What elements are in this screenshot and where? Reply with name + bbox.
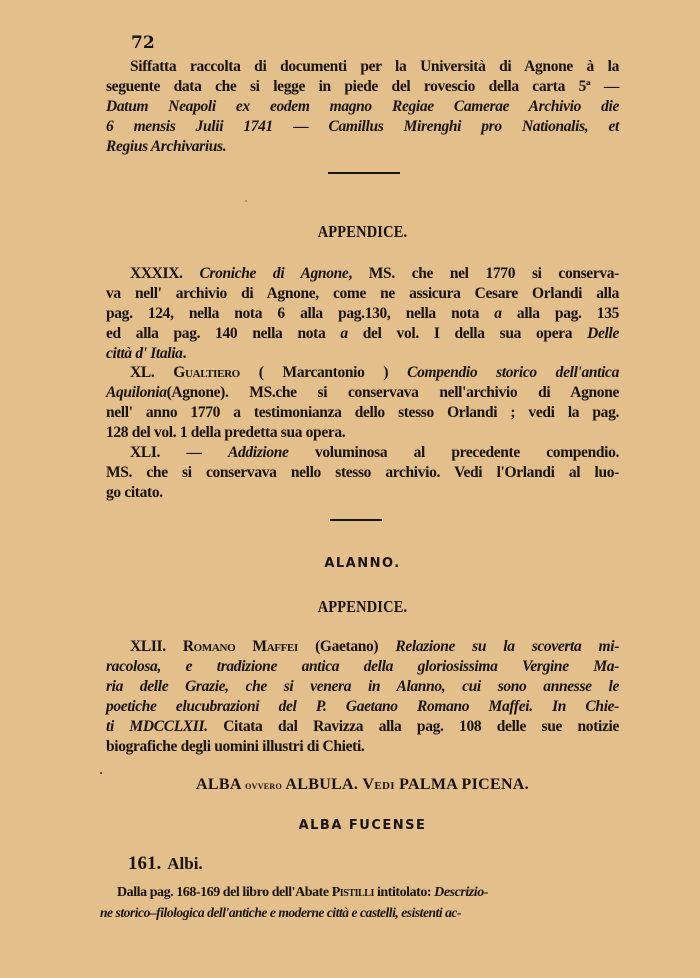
text-line: MS. che si conservava nello stesso archivio. Vedi l'Orlandi al luo-: [106, 464, 619, 481]
text-line: 128 del vol. 1 della predetta sua opera.: [106, 424, 346, 441]
alba-fucense-title: ALBA FUCENSE: [298, 818, 427, 833]
text-line: ria delle Grazie, che si venera in Alanno, cui sono annesse le: [106, 678, 619, 695]
entry-xli: [106, 443, 619, 503]
page-number: 72: [131, 33, 155, 53]
alba-cross-reference: ALBA ovvero ALBULA. Vedi PALMA PICENA.: [196, 776, 529, 793]
text-line: Siffatta raccolta di documenti per la Università di Agnone à la: [130, 58, 619, 75]
text-line: pag. 124, nella nota 6 alla pag.130, nella nota a alla pag. 135: [106, 305, 619, 322]
entry-number: 161.: [128, 853, 162, 874]
entry-161-heading: [128, 853, 203, 875]
text-line: racolosa, e tradizione antica della gloriosissima Vergine Ma-: [106, 658, 619, 675]
text-line: nell' anno 1770 a testimonianza dello stesso Orlandi ; vedi la pag.: [106, 404, 619, 421]
entry-xlii: [106, 637, 619, 757]
text-line: XLI. — Addizione voluminosa al precedente compendio.: [130, 444, 619, 461]
text-line: Aquilonia(Agnone). MS.che si conservava nell'archivio di Agnone: [106, 384, 619, 401]
entry-title: Albi.: [167, 854, 203, 873]
alanno-title: ALANNO.: [324, 556, 401, 571]
text-line: ne storico–filologica dell'antiche e moderne città e castelli, esistenti ac-: [100, 905, 461, 920]
text-line: Regius Archivarius.: [106, 138, 227, 155]
text-line: poetiche elucubrazioni del P. Gaetano Romano Maffei. In Chie-: [106, 698, 619, 715]
text-line: ed alla pag. 140 nella nota a del vol. I della sua opera Delle: [106, 325, 619, 342]
text-line: XXXIX. Croniche di Agnone, MS. che nel 1770 si conserva-: [130, 265, 619, 282]
text-line: Dalla pag. 168-169 del libro dell'Abate Pistilli intitolato: Descrizio-: [117, 885, 488, 900]
section-divider: [328, 172, 400, 174]
text-line: va nell' archivio di Agnone, come ne assicura Cesare Orlandi alla: [106, 285, 619, 302]
text-line: 6 mensis Julii 1741 — Camillus Mirenghi pro Nationalis, et: [106, 118, 619, 135]
text-line: XL. Gualtiero ( Marcantonio ) Compendio storico dell'antica: [130, 364, 619, 381]
scan-speck: [245, 200, 247, 202]
section-divider: [330, 519, 382, 521]
text-line: città d' Italia.: [106, 345, 187, 362]
scan-speck: [100, 772, 102, 774]
text-line: biografiche degli uomini illustri di Chieti.: [106, 738, 365, 755]
entry-xxxix: [106, 264, 619, 364]
alanno-appendice-heading: APPENDICE.: [317, 597, 408, 616]
entry-161-text: [100, 883, 610, 923]
text-line: go citato.: [106, 484, 163, 501]
text-line: ti MDCCLXII. Citata dal Ravizza alla pag. 108 delle sue notizie: [106, 718, 619, 735]
entry-xl: [106, 363, 619, 443]
appendice-heading: APPENDICE.: [317, 222, 408, 241]
text-line: seguente data che si legge in piede del rovescio della carta 5ª —: [106, 78, 619, 95]
text-line: Datum Neapoli ex eodem magno Regiae Camerae Archivio die: [106, 98, 619, 115]
intro-paragraph: [106, 57, 619, 157]
text-line: XLII. Romano Maffei (Gaetano) Relazione su la scoverta mi-: [130, 638, 620, 655]
